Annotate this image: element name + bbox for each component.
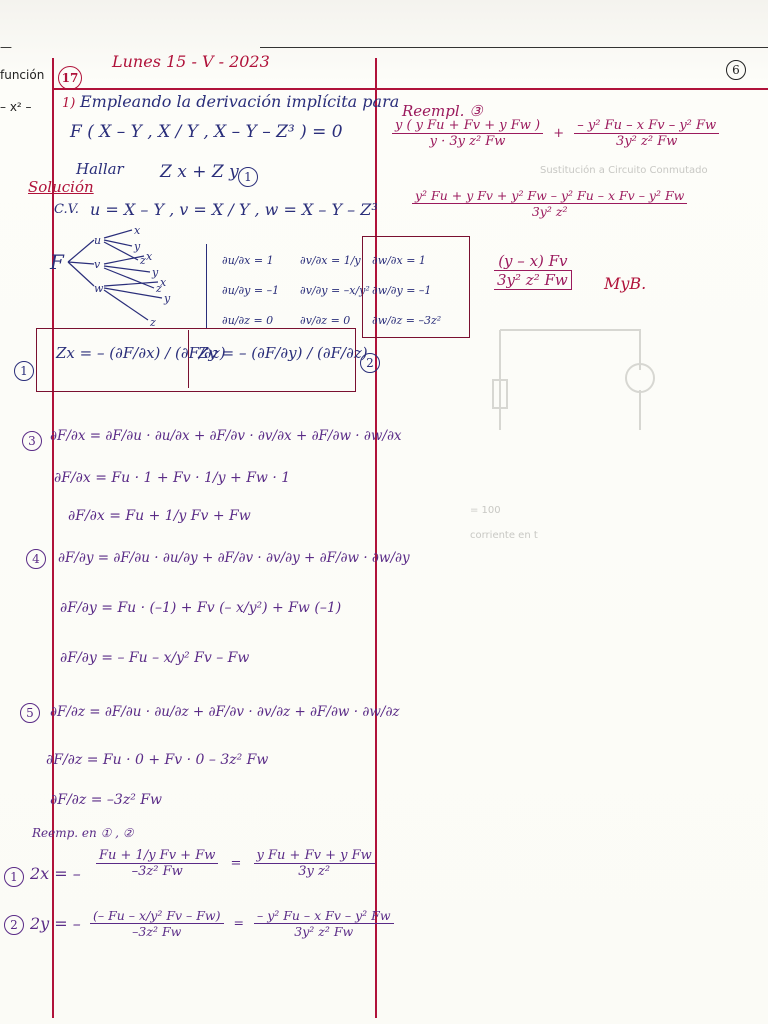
item-index: 1): [62, 96, 76, 111]
step5-result: ∂F/∂z = –3z² Fw: [50, 792, 162, 808]
step3-chain-rule: ∂F/∂x = ∂F/∂u · ∂u/∂x + ∂F/∂v · ∂v/∂x + ∂F/∂w · ∂w/∂x: [50, 428, 402, 444]
solution-label: Solución: [28, 178, 94, 196]
bleed-word-funcion: función: [0, 68, 45, 82]
find-ref: 1: [238, 166, 258, 187]
partials-column-w: ∂w/∂x = 1 ∂w/∂y = –1 ∂w/∂z = –3z²: [372, 254, 442, 327]
cv-definitions: u = X – Y , v = X / Y , w = X – Y – Z³: [90, 200, 378, 219]
ghost-circuit: [490, 310, 670, 450]
svg-text:z: z: [150, 316, 156, 329]
partials-column-v: ∂v/∂x = 1/y ∂v/∂y = –x/y² ∂v/∂z = 0: [300, 254, 370, 327]
final1-fraction: $\frac{\text{Fu + 1/y Fv + Fw}}{\text{–3z² Fw}}$ = $\frac{\text{y Fu + Fv + y Fw}}{\text{3y z²}}$: [96, 848, 375, 879]
step4-result: ∂F/∂y = – Fu – x/y² Fv – Fw: [60, 650, 250, 666]
step5-ref: 5: [20, 702, 40, 723]
step5-substitution: ∂F/∂z = Fu · 0 + Fv · 0 – 3z² Fw: [46, 752, 269, 768]
date-header: Lunes 15 - V - 2023: [112, 52, 270, 71]
top-paper-edge: [260, 47, 768, 48]
formula-zx: Zx = – (∂F/∂x) / (∂F/∂z): [56, 344, 226, 362]
final2-ref: 2: [4, 914, 24, 935]
step4-substitution: ∂F/∂y = Fu · (–1) + Fv (– x/y²) + Fw (–1): [60, 600, 342, 616]
substitution-line-2: $\frac{\text{y² Fu + y Fv + y² Fw – y² Fu – x Fv – y² Fw}}{\text{3y² z²}}$: [412, 188, 687, 219]
tree-branch-w: w: [94, 282, 104, 295]
svg-text:x: x: [160, 276, 167, 289]
statement: Empleando la derivación implícita para: [80, 92, 400, 111]
svg-text:y: y: [152, 266, 159, 279]
final-result: $\frac{(y - x) Fv}{\text{3y² z² Fw}}$: [494, 252, 572, 290]
page-number: 6: [726, 60, 746, 80]
final1-lhs: 2x = –: [30, 864, 81, 883]
final2-fraction: $\frac{\text{(– Fu – x/y² Fv – Fw)}}{\text{–3z² Fw}}$ = $\frac{\text{– y² Fu – x Fv – y² Fw}}{\text{3y² z² Fw}}$: [90, 908, 394, 939]
tree-branch-v: v: [94, 258, 101, 271]
final2-lhs: 2y = –: [30, 914, 81, 933]
step5-chain-rule: ∂F/∂z = ∂F/∂u · ∂u/∂z + ∂F/∂v · ∂v/∂z + ∂F/∂w · ∂w/∂z: [50, 704, 400, 720]
problem-number: 17: [58, 66, 82, 90]
partials-column-u: ∂u/∂x = 1 ∂u/∂y = –1 ∂u/∂z = 0: [222, 254, 280, 327]
step3-result: ∂F/∂x = Fu + 1/y Fv + Fw: [68, 508, 251, 524]
svg-text:y: y: [134, 240, 141, 253]
reemp-label-right: Reempl. ③: [402, 102, 483, 120]
find-equation: Z x + Z y: [160, 162, 239, 182]
ghost-text-1: Sustitución a Circuito Conmutado: [540, 165, 708, 176]
ghost-text-2: = 100: [470, 505, 501, 516]
reemp-label-left: Reemp. en ① , ②: [32, 826, 134, 840]
formula-zy: Zy = – (∂F/∂y) / (∂F/∂z): [198, 344, 368, 362]
substitution-line-1: $\frac{\text{y ( y Fu + Fv + y Fw )}}{\text{y · 3y z² Fw}}$ + $\frac{\text{– y² Fu – x Fv – y² Fw}}{\text{3y² z² Fw}}$: [392, 118, 719, 149]
step3-substitution: ∂F/∂x = Fu · 1 + Fv · 1/y + Fw · 1: [54, 470, 291, 486]
ghost-text-3: corriente en t: [470, 530, 538, 541]
dependency-tree: [46, 226, 186, 330]
bleed-word-top: —: [0, 40, 12, 54]
svg-text:z: z: [140, 254, 146, 267]
box-ref-right: 2: [360, 352, 380, 373]
step4-chain-rule: ∂F/∂y = ∂F/∂u · ∂u/∂y + ∂F/∂v · ∂v/∂y + ∂F/∂w · ∂w/∂y: [58, 550, 410, 566]
step4-ref: 4: [26, 548, 46, 569]
closing-signature: MyB.: [604, 274, 647, 293]
tree-root: F: [50, 250, 64, 274]
final1-ref: 1: [4, 866, 24, 887]
svg-text:x: x: [146, 250, 153, 263]
cv-label: C.V.: [54, 202, 79, 217]
step3-ref: 3: [22, 430, 42, 451]
bleed-eq: – x² –: [0, 100, 32, 114]
svg-text:z: z: [156, 282, 162, 295]
box-ref-left: 1: [14, 360, 34, 381]
svg-text:x: x: [134, 226, 141, 237]
partials-divider: [206, 244, 207, 328]
function-equation: F ( X – Y , X / Y , X – Y – Z³ ) = 0: [70, 122, 343, 142]
find-label: Hallar: [76, 160, 124, 178]
svg-text:y: y: [164, 292, 171, 305]
tree-branch-u: u: [94, 234, 102, 247]
header-line: [52, 88, 768, 90]
